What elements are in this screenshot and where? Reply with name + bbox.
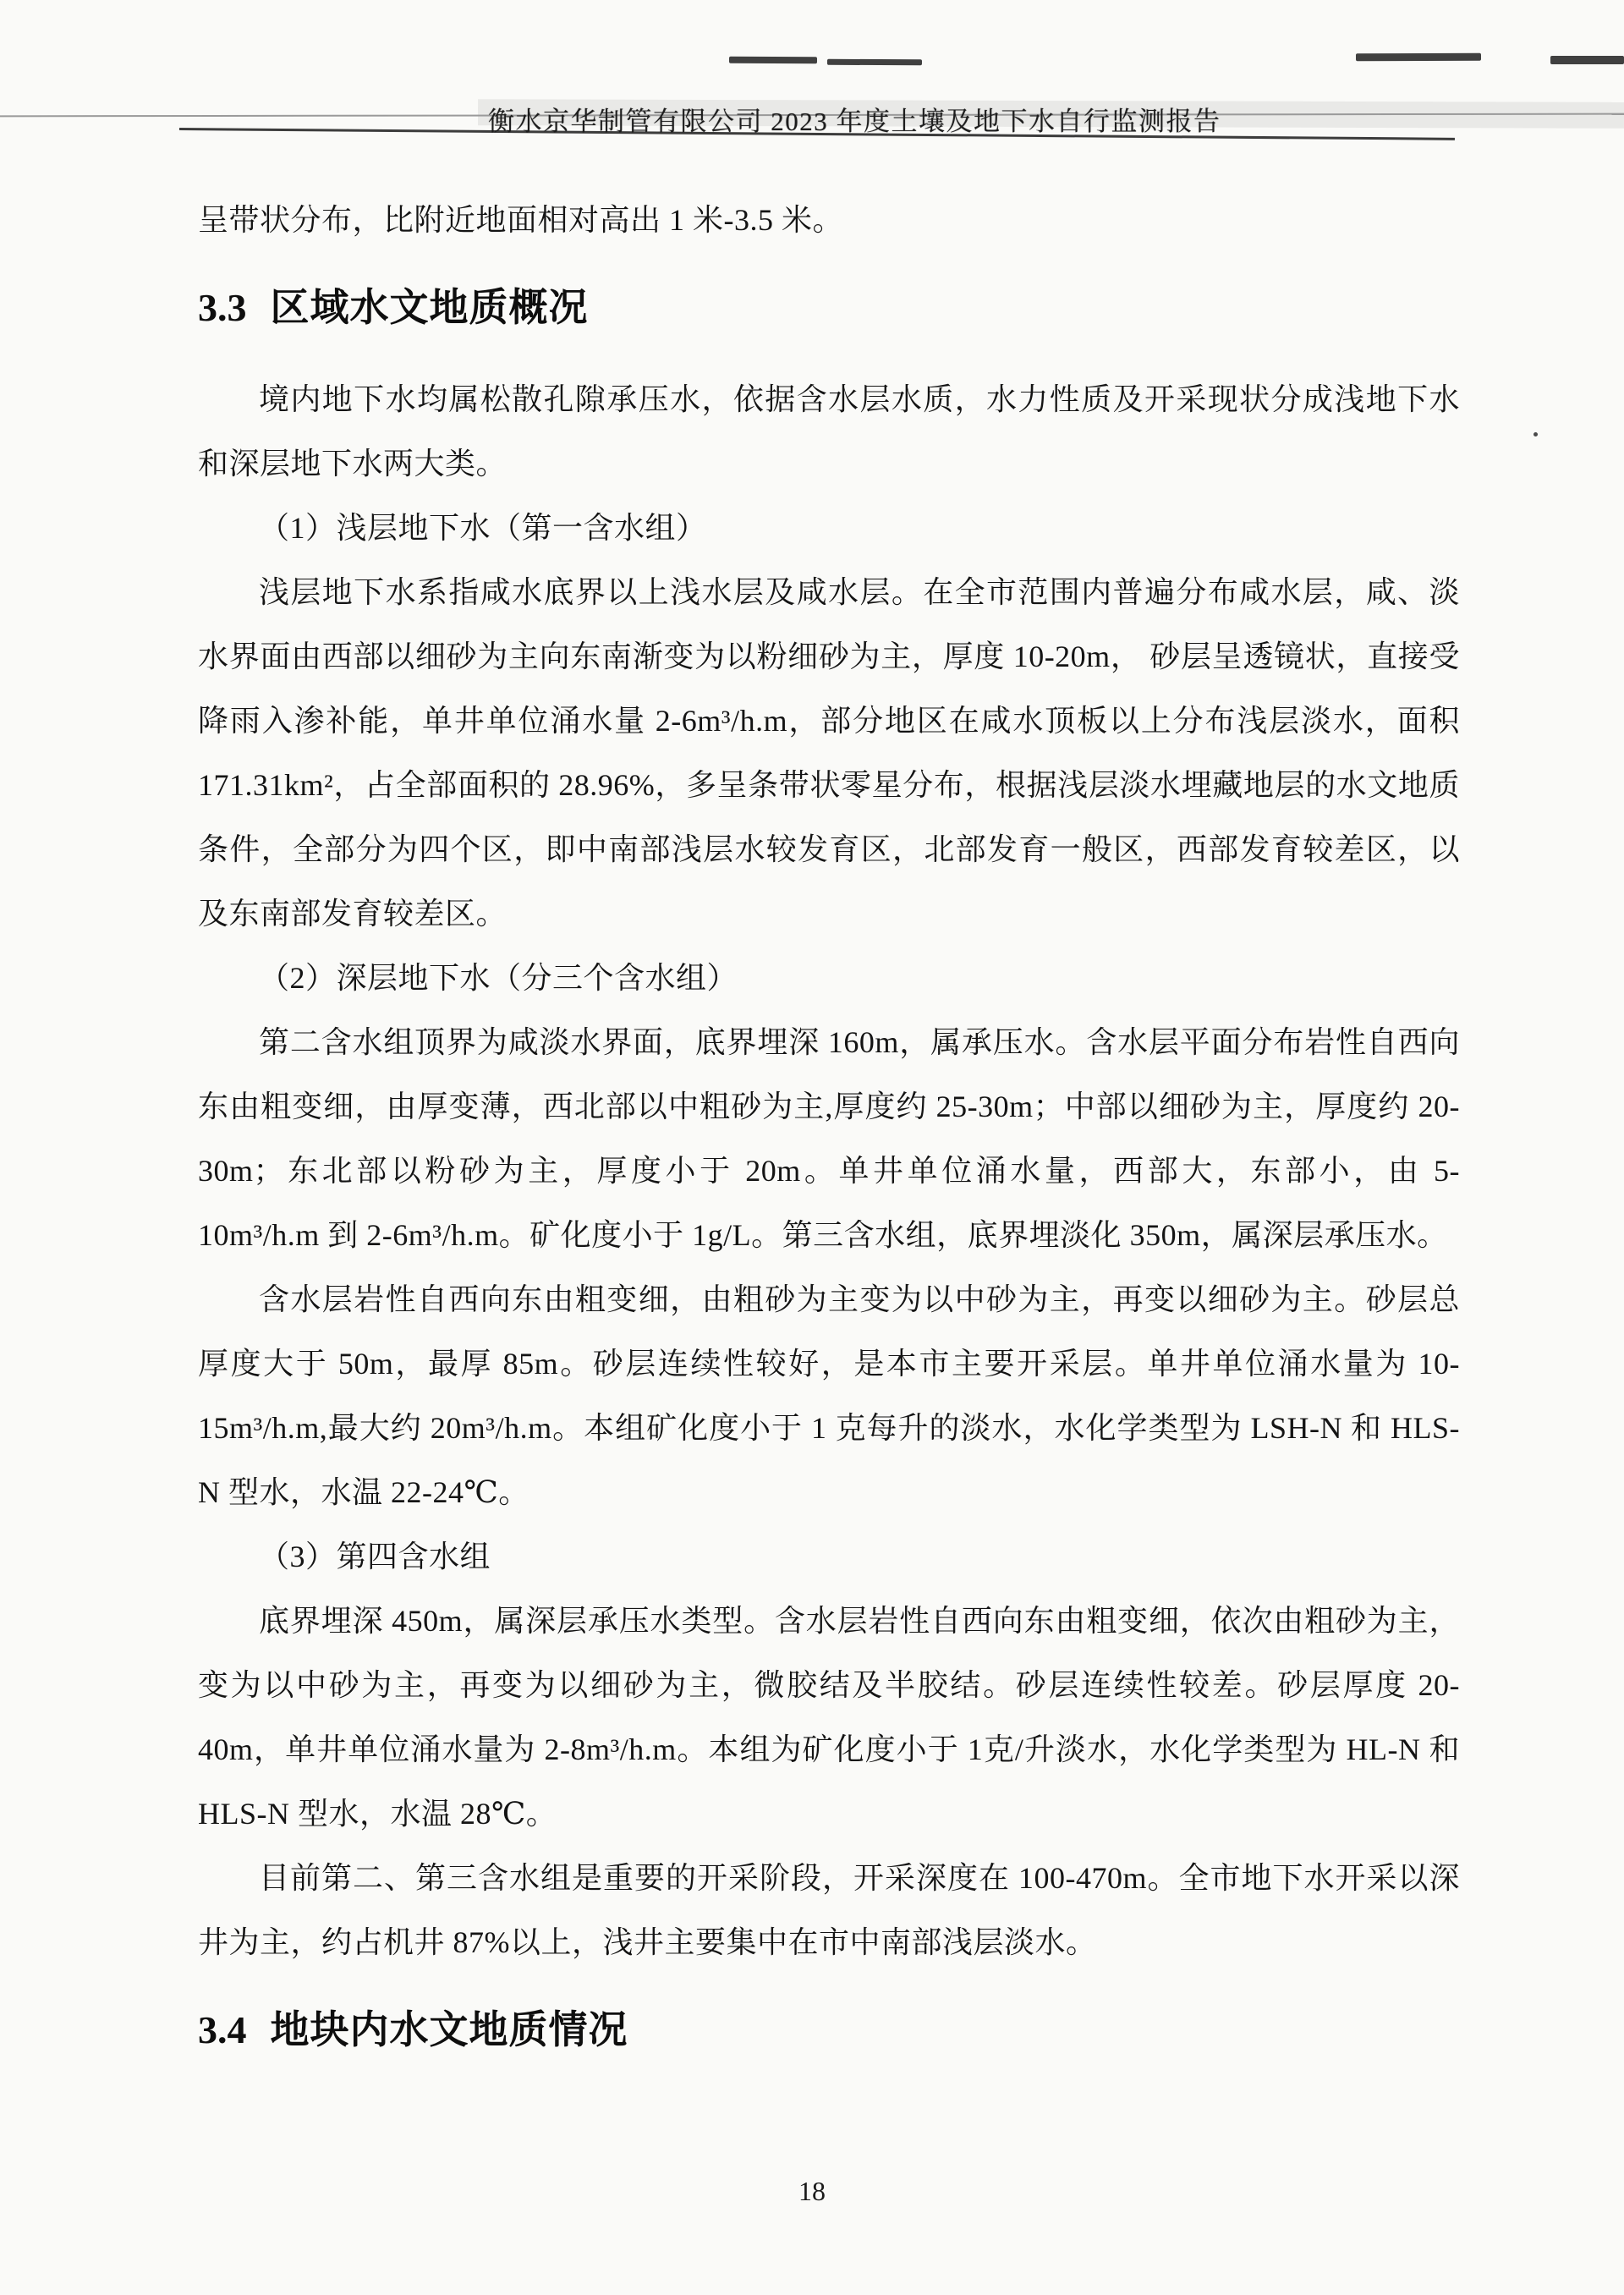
paragraph: 浅层地下水系指咸水底界以上浅水层及咸水层。在全市范围内普遍分布咸水层，咸、淡水界面由西部以细砂为主向东南渐变为以粉细砂为主，厚度 10-20m， 砂层呈透镜状，直接受降雨入渗补能，单井单位涌水量 2-6m³/h.m，部分地区在咸水顶板以上分布浅层淡水，面积 171.31km²，占全部面积的 28.96%，多呈条带状零星分布，根据浅层淡水埋藏地层的水文地质条件，全部分为四个区，即中南部浅层水较发育区，北部发育一般区，西部发育较差区，以及东南部发育较差区。 — [198, 575, 1460, 931]
section-title: 区域水文地质概况 — [270, 286, 589, 329]
paragraph: 目前第二、第三含水组是重要的开采阶段，开采深度在 100-470m。全市地下水开采以深井为主，约占机井 87%以上，浅井主要集中在市中南部浅层淡水。 — [198, 1861, 1460, 1959]
paragraph-continuation: 呈带状分布，比附近地面相对高出 1 米-3.5 米。 — [198, 203, 843, 237]
list-item-heading: （3）第四含水组 — [259, 1540, 491, 1573]
paragraph: 含水层岩性自西向东由粗变细，由粗砂为主变为以中砂为主，再变以细砂为主。砂层总厚度大于 50m，最厚 85m。砂层连续性较好，是本市主要开采层。单井单位涌水量为 10-15m³/h.m,最大约 20m³/h.m。本组矿化度小于 1 克每升的淡水，水化学类型为 LSH-N 和 HLS-N 型水，水温 22-24℃。 — [198, 1282, 1460, 1509]
document-body — [198, 188, 1460, 2089]
scan-smudge — [1550, 56, 1624, 64]
paragraph: 底界埋深 450m，属深层承压水类型。含水层岩性自西向东由粗变细，依次由粗砂为主，变为以中砂为主，再变为以细砂为主，微胶结及半胶结。砂层连续性较差。砂层厚度 20-40m，单井单位涌水量为 2-8m³/h.m。本组为矿化度小于 1克/升淡水，水化学类型为 HL-N 和 HLS-N 型水，水温 28℃。 — [198, 1604, 1460, 1831]
section-heading-3-3 — [198, 269, 1460, 347]
section-heading-3-4 — [198, 1991, 1460, 2069]
scan-smudge — [729, 57, 817, 64]
section-title: 地块内水文地质情况 — [270, 2008, 628, 2051]
scan-smudge — [1356, 53, 1481, 62]
scan-smudge — [827, 59, 922, 65]
paragraph: 境内地下水均属松散孔隙承压水，依据含水层水质，水力性质及开采现状分成浅地下水和深层地下水两大类。 — [198, 382, 1460, 480]
paragraph: 第二含水组顶界为咸淡水界面，底界埋深 160m，属承压水。含水层平面分布岩性自西向东由粗变细，由厚变薄，西北部以中粗砂为主,厚度约 25-30m；中部以细砂为主，厚度约 20-30m；东北部以粉砂为主，厚度小于 20m。单井单位涌水量，西部大，东部小，由 5-10m³/h.m 到 2-6m³/h.m。矿化度小于 1g/L。第三含水组，底界埋淡化 350m，属深层承压水。 — [198, 1025, 1460, 1252]
page-number: 18 — [798, 2176, 826, 2206]
list-item-heading: （2）深层地下水（分三个含水组） — [259, 961, 738, 995]
section-number: 3.4 — [198, 2008, 247, 2051]
section-number: 3.3 — [198, 286, 247, 329]
list-item-heading: （1）浅层地下水（第一含水组） — [259, 511, 707, 545]
ink-speck — [1533, 432, 1538, 436]
page-header-title: 衡水京华制管有限公司 2023 年度土壤及地下水自行监测报告 — [488, 107, 1221, 136]
